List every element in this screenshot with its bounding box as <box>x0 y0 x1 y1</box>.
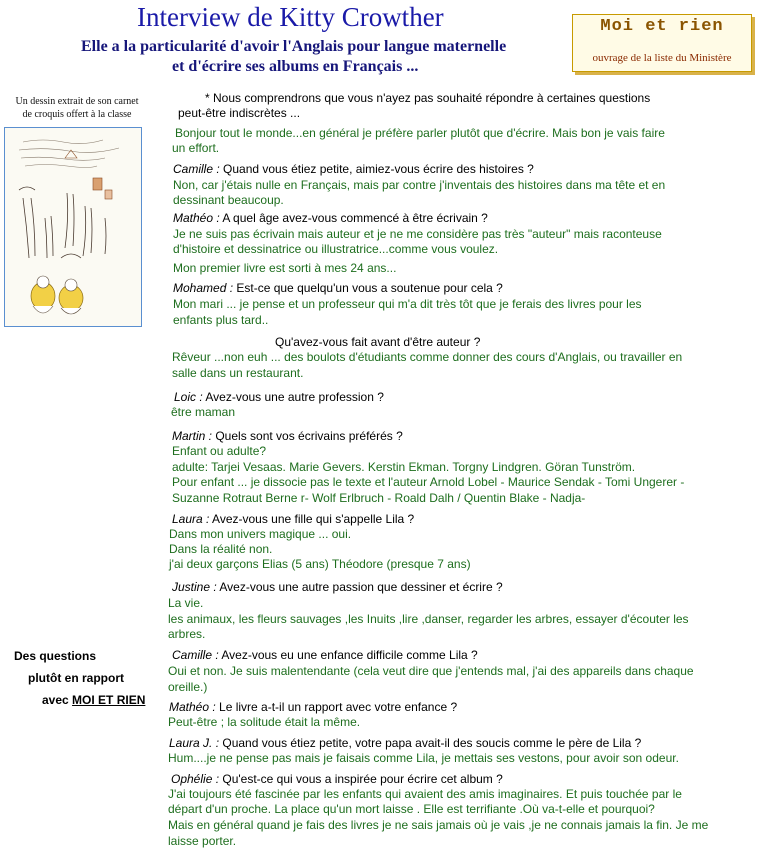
answer-7-line-2: Dans la réalité non. <box>169 542 273 556</box>
question-11 <box>169 736 641 751</box>
answer-10-line-1: Peut-être ; la solitude était la même. <box>168 715 361 729</box>
sketch-image <box>4 127 142 327</box>
answer-1-line-2: dessinant beaucoup. <box>173 193 284 207</box>
answer-3-line-1: Mon mari ... je pense et un professeur qui m'a dit très tôt que je ferais des livres pour les <box>173 297 642 311</box>
question-text: A quel âge avez-vous commencé à être écrivain ? <box>219 211 488 225</box>
answer-8-line-2: les animaux, les fleurs sauvages ,les Inuits ,lire ,danser, regarder les arbres, essayer d'écouter les <box>168 612 689 626</box>
book-title: Moi et rien <box>600 17 724 36</box>
question-7 <box>172 512 414 527</box>
question-6 <box>172 429 403 444</box>
caption-line-2: de croquis offert à la classe <box>22 109 132 120</box>
intro-line-1: * Nous comprendrons que vous n'ayez pas souhaité répondre à certaines questions <box>205 91 651 105</box>
answer-6-line-3: Pour enfant ... je dissocie pas le texte et l'auteur Arnold Lobel - Maurice Sendak - Tomi Ungerer - <box>172 475 685 489</box>
caption-line-1: Un dessin extrait de son carnet <box>15 96 139 107</box>
answer-6-line-1: Enfant ou adulte? <box>172 444 267 458</box>
subtitle-line-1: Elle a la particularité d'avoir l'Anglais pour langue maternelle <box>81 38 507 55</box>
question-text: Qu'est-ce qui vous a inspirée pour écrire cet album ? <box>219 772 503 786</box>
answer-7-line-1: Dans mon univers magique ... oui. <box>169 527 352 541</box>
answer-11-line-1: Hum....je ne pense pas mais je faisais comme Lila, je mettais ses vestons, pour avoir son odeur. <box>168 751 679 765</box>
answer-3-line-2: enfants plus tard.. <box>173 313 269 327</box>
answer-9-line-1: Oui et non. Je suis malentendante (cela veut dire que j'entends mal, j'ai des appareils dans chaque <box>168 664 694 678</box>
book-subtitle: ouvrage de la liste du Ministère <box>592 52 732 64</box>
question-text: Avez-vous eu une enfance difficile comme Lila ? <box>218 648 478 662</box>
student-name: Camille : <box>172 648 219 662</box>
question-3 <box>173 281 503 296</box>
page-title: Interview de Kitty Crowther <box>137 2 444 32</box>
student-name: Mathéo : <box>169 700 216 714</box>
question-text: Quand vous étiez petite, aimiez-vous écrire des histoires ? <box>219 162 534 176</box>
student-name: Laura J. : <box>169 736 220 750</box>
question-9 <box>172 648 478 663</box>
question-8 <box>172 580 503 595</box>
question-text: Quand vous étiez petite, votre papa avait-il des soucis comme le père de Lila ? <box>219 736 642 750</box>
student-name: Mathéo : <box>173 211 220 225</box>
question-4 <box>275 335 480 350</box>
question-text: Avez-vous une autre profession ? <box>202 390 384 404</box>
questions-line-1: Des questions <box>14 649 97 663</box>
book-box <box>572 14 752 72</box>
questions-line-2: plutôt en rapport <box>28 671 124 685</box>
answer-2-line-1: Je ne suis pas écrivain mais auteur et je ne me considère pas très "auteur" mais raconteuse <box>173 227 662 241</box>
intro-answer-2: un effort. <box>172 141 220 155</box>
student-name: Camille : <box>173 162 220 176</box>
question-text: Avez-vous une autre passion que dessiner et écrire ? <box>216 580 503 594</box>
answer-6-line-2: adulte: Tarjei Vesaas. Marie Gevers. Kerstin Ekman. Torgny Lindgren. Göran Tunström. <box>172 460 636 474</box>
sketch-drawing <box>5 128 141 326</box>
question-12 <box>171 772 503 787</box>
moi-et-rien-link[interactable]: MOI ET RIEN <box>72 693 146 707</box>
intro-line-2: peut-être indiscrètes ... <box>178 106 301 120</box>
subtitle-line-2: et d'écrire ses albums en Français ... <box>172 58 419 75</box>
question-text: Qu'avez-vous fait avant d'être auteur ? <box>275 335 481 349</box>
answer-5-line-1: être maman <box>171 405 236 419</box>
question-10 <box>169 700 457 715</box>
answer-4-line-2: salle dans un restaurant. <box>172 366 304 380</box>
answer-7-line-3: j'ai deux garçons Elias (5 ans) Théodore (presque 7 ans) <box>169 557 471 571</box>
student-name: Mohamed : <box>173 281 234 295</box>
answer-8-line-1: La vie. <box>168 596 204 610</box>
answer-6-line-4: Suzanne Rotraut Berne r- Wolf Erlbruch - Roald Dalh / Quentin Blake - Nadja- <box>172 491 586 505</box>
student-name: Laura : <box>172 512 210 526</box>
question-2 <box>173 211 488 226</box>
answer-12-line-3: Mais en général quand je fais des livres je ne sais jamais où je vais ,je ne connais jamais la fin. Je me <box>168 818 709 832</box>
questions-line-3 <box>42 689 145 711</box>
answer-8-line-3: arbres. <box>168 627 206 641</box>
intro-answer-1: Bonjour tout le monde...en général je préfère parler plutôt que d'écrire. Mais bon je vais faire <box>175 126 665 140</box>
question-1 <box>173 162 534 177</box>
student-name: Loic : <box>174 390 203 404</box>
answer-9-line-2: oreille.) <box>168 680 208 694</box>
answer-4-line-1: Rêveur ...non euh ... des boulots d'étudiants comme donner des cours d'Anglais, ou travailler en <box>172 350 683 364</box>
answer-2-line-3: Mon premier livre est sorti à mes 24 ans... <box>173 261 397 275</box>
student-name: Martin : <box>172 429 213 443</box>
student-name: Justine : <box>172 580 217 594</box>
answer-2-line-2: d'histoire et dessinatrice ou illustratrice...comme vous voulez. <box>173 242 499 256</box>
question-text: Est-ce que quelqu'un vous a soutenue pour cela ? <box>233 281 503 295</box>
question-text: Avez-vous une fille qui s'appelle Lila ? <box>209 512 415 526</box>
questions-prefix: avec <box>42 693 69 707</box>
question-text: Le livre a-t-il un rapport avec votre enfance ? <box>215 700 458 714</box>
answer-1-line-1: Non, car j'étais nulle en Français, mais par contre j'inventais des histoires dans ma tête et en <box>173 178 666 192</box>
answer-12-line-2: départ d'un proche. La place qu'un mort laisse . Elle est terrifiante .Où va-t-elle et pourquoi? <box>168 802 655 816</box>
question-text: Quels sont vos écrivains préférés ? <box>212 429 403 443</box>
student-name: Ophélie : <box>171 772 220 786</box>
question-5 <box>174 390 384 405</box>
answer-12-line-1: J'ai toujours été fascinée par les enfants qui avaient des amis imaginaires. Et puis touchée par le <box>168 787 682 801</box>
answer-12-line-4: laisse porter. <box>168 834 237 848</box>
drawing-caption <box>2 95 152 121</box>
